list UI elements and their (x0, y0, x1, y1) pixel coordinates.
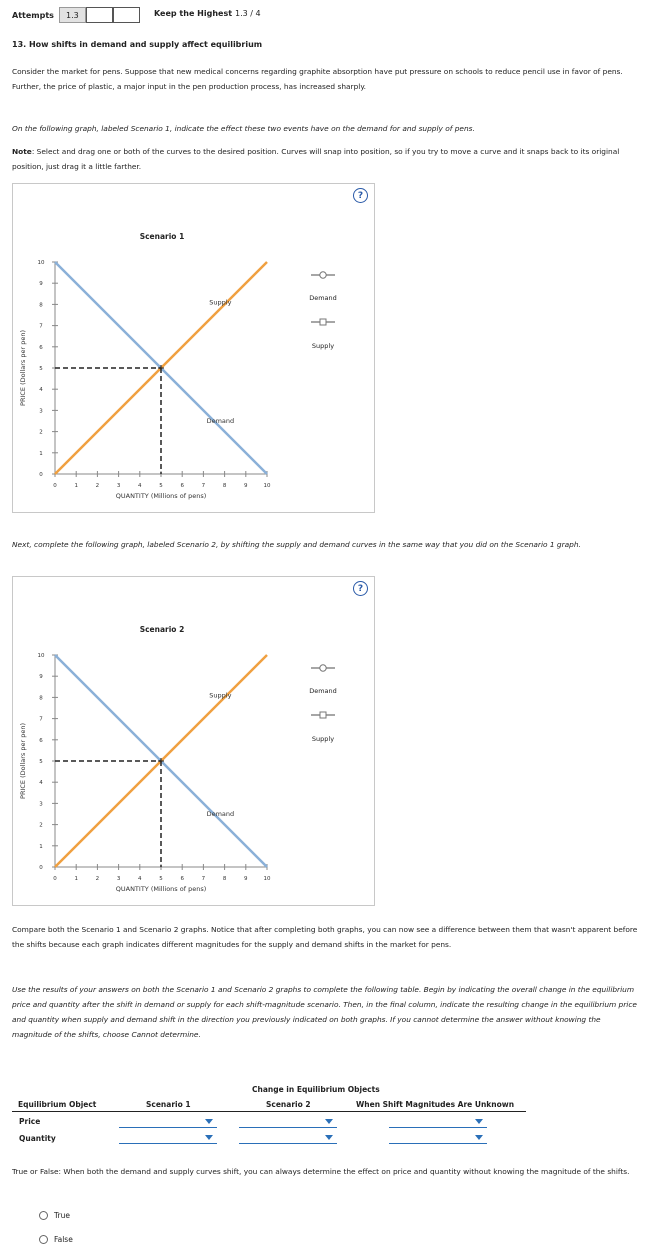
instruction-scenario-2: Next, complete the following graph, labeled Scenario 2, by shifting the supply and demand curves in the same way that you did on the Scenario 1 graph. (12, 540, 581, 549)
chevron-down-icon (205, 1135, 213, 1140)
x-tick-label: 7 (201, 483, 206, 489)
y-tick-label: 2 (39, 429, 43, 436)
true-false-question: True or False: When both the demand and supply curves shift, you can always determine the effect on price and quantity without knowing the magnitude of the shifts. (12, 1167, 630, 1176)
attempts-bar (12, 6, 140, 24)
legend-supply-handle-icon[interactable] (320, 712, 326, 718)
help-icon[interactable]: ? (353, 581, 368, 596)
x-tick-label: 10 (263, 483, 271, 489)
y-tick-label: 1 (39, 450, 43, 457)
chevron-down-icon (475, 1119, 483, 1124)
x-tick-label: 3 (116, 876, 121, 882)
x-tick-label: 4 (138, 483, 142, 489)
option-false[interactable] (39, 1235, 73, 1244)
y-tick-label: 1 (39, 843, 43, 850)
radio-true[interactable] (39, 1211, 48, 1220)
graph-title: Scenario 1 (139, 232, 185, 241)
scenario-1-graph[interactable] (13, 184, 374, 512)
attempt-2[interactable] (86, 7, 113, 23)
y-tick-label: 6 (39, 344, 43, 351)
y-tick-label: 8 (39, 302, 43, 309)
note (12, 144, 638, 174)
y-tick-label: 7 (39, 716, 43, 723)
x-tick-label: 9 (244, 483, 248, 489)
y-tick-label: 5 (39, 366, 43, 372)
x-tick-label: 1 (74, 483, 78, 489)
legend-supply-label: Supply (311, 735, 335, 743)
x-tick-label: 6 (180, 876, 184, 882)
x-tick-label: 0 (53, 483, 57, 489)
note-label: Note (12, 147, 32, 156)
scenario-2-graph[interactable] (13, 577, 374, 905)
y-tick-label: 0 (39, 472, 43, 478)
x-tick-label: 7 (201, 876, 206, 882)
legend-demand-handle-icon[interactable] (320, 272, 326, 278)
y-tick-label: 3 (39, 408, 43, 415)
y-axis-label: PRICE (Dollars per pen) (19, 723, 27, 799)
x-tick-label: 4 (138, 876, 142, 882)
table-divider (12, 1111, 526, 1112)
y-tick-label: 0 (39, 865, 43, 871)
attempt-3[interactable] (113, 7, 140, 23)
y-tick-label: 8 (39, 695, 43, 702)
question-title: 13. How shifts in demand and supply affect equilibrium (12, 40, 263, 49)
y-tick-label: 10 (37, 260, 45, 266)
keep-highest-label: Keep the Highest (154, 9, 233, 18)
y-tick-label: 9 (39, 281, 43, 288)
supply-curve-label: Supply (209, 691, 232, 700)
compare-text: Compare both the Scenario 1 and Scenario 2 graphs. Notice that after completing both graphs, you can now see a difference between them that wasn't apparent before the shifts because each graph indicates different magnitudes for the supply and demand shifts in the market for pens. (12, 925, 638, 949)
y-tick-label: 9 (39, 674, 43, 681)
x-tick-label: 0 (53, 876, 57, 882)
attempt-1[interactable]: 1.3 (59, 7, 86, 23)
quantity-unknown-select[interactable] (389, 1130, 487, 1144)
legend-supply-label: Supply (311, 342, 335, 350)
quantity-scenario-2-select[interactable] (239, 1130, 337, 1144)
radio-false[interactable] (39, 1235, 48, 1244)
keep-highest-score: 1.3 / 4 (235, 9, 261, 18)
x-axis-label: QUANTITY (Millions of pens) (115, 492, 207, 500)
y-tick-label: 6 (39, 737, 43, 744)
attempts-label: Attempts (12, 10, 54, 20)
table-instruction: Use the results of your answers on both the Scenario 1 and Scenario 2 graphs to complete the following table. Begin by indicating the overall change in the equilibrium price and quantity after the shift in demand or supply for each shift-magnitude scenario. Then, in the final column, indicate the resulting change in the equilibrium price and quantity when supply and demand shift in the direction you previously indicated on both graphs. If you cannot determine the answer without knowing the magnitude of the shifts, choose Cannot determine. (12, 985, 637, 1039)
y-axis-label: PRICE (Dollars per pen) (19, 330, 27, 406)
legend-demand-handle-icon[interactable] (320, 665, 326, 671)
option-false-label: False (54, 1235, 73, 1244)
col-scenario-2: Scenario 2 (266, 1100, 311, 1109)
note-text: : Select and drag one or both of the curves to the desired position. Curves will snap into position, so if you try to move a curve and it snaps back to its original position, just drag it a little farther. (12, 147, 620, 171)
row-label-quantity: Quantity (19, 1134, 56, 1143)
chevron-down-icon (205, 1119, 213, 1124)
help-icon[interactable]: ? (353, 188, 368, 203)
y-tick-label: 4 (39, 387, 43, 394)
x-axis-label: QUANTITY (Millions of pens) (115, 885, 207, 893)
y-tick-label: 7 (39, 323, 43, 330)
graph-title: Scenario 2 (139, 625, 185, 634)
x-tick-label: 8 (222, 876, 227, 882)
x-tick-label: 8 (222, 483, 227, 489)
x-tick-label: 3 (116, 483, 121, 489)
row-label-price: Price (19, 1117, 41, 1126)
x-tick-label: 2 (95, 876, 100, 882)
scenario-1-panel (12, 183, 375, 513)
y-tick-label: 5 (39, 759, 43, 765)
col-scenario-1: Scenario 1 (146, 1100, 191, 1109)
demand-curve-label: Demand (206, 417, 235, 426)
x-tick-label: 10 (263, 876, 271, 882)
x-tick-label: 5 (159, 876, 163, 882)
price-unknown-select[interactable] (389, 1114, 487, 1128)
x-tick-label: 1 (74, 876, 78, 882)
y-tick-label: 2 (39, 822, 43, 829)
y-tick-label: 4 (39, 780, 43, 787)
chevron-down-icon (325, 1135, 333, 1140)
keep-highest (154, 9, 261, 18)
legend-demand-label: Demand (309, 687, 337, 695)
scenario-2-panel (12, 576, 375, 906)
question-intro: Consider the market for pens. Suppose that new medical concerns regarding graphite absorption have put pressure on schools to reduce pencil use in favor of pens. Further, the price of plastic, a major input in the pen production process, has increased sharply. (12, 67, 623, 91)
table-group-header: Change in Equilibrium Objects (252, 1085, 380, 1094)
x-tick-label: 6 (180, 483, 184, 489)
quantity-scenario-1-select[interactable] (119, 1130, 217, 1144)
col-equilibrium-object: Equilibrium Object (18, 1100, 97, 1109)
x-tick-label: 2 (95, 483, 100, 489)
y-tick-label: 3 (39, 801, 43, 808)
legend-supply-handle-icon[interactable] (320, 319, 326, 325)
chevron-down-icon (475, 1135, 483, 1140)
y-tick-label: 10 (37, 653, 45, 659)
instruction-scenario-1: On the following graph, labeled Scenario 1, indicate the effect these two events have on the demand for and supply of pens. (12, 124, 475, 133)
option-true[interactable] (39, 1211, 70, 1220)
chevron-down-icon (325, 1119, 333, 1124)
option-true-label: True (54, 1211, 70, 1220)
supply-curve-label: Supply (209, 298, 232, 307)
x-tick-label: 5 (159, 483, 163, 489)
legend-demand-label: Demand (309, 294, 337, 302)
demand-curve-label: Demand (206, 810, 235, 819)
price-scenario-1-select[interactable] (119, 1114, 217, 1128)
col-unknown-magnitudes: When Shift Magnitudes Are Unknown (356, 1100, 515, 1109)
price-scenario-2-select[interactable] (239, 1114, 337, 1128)
x-tick-label: 9 (244, 876, 248, 882)
